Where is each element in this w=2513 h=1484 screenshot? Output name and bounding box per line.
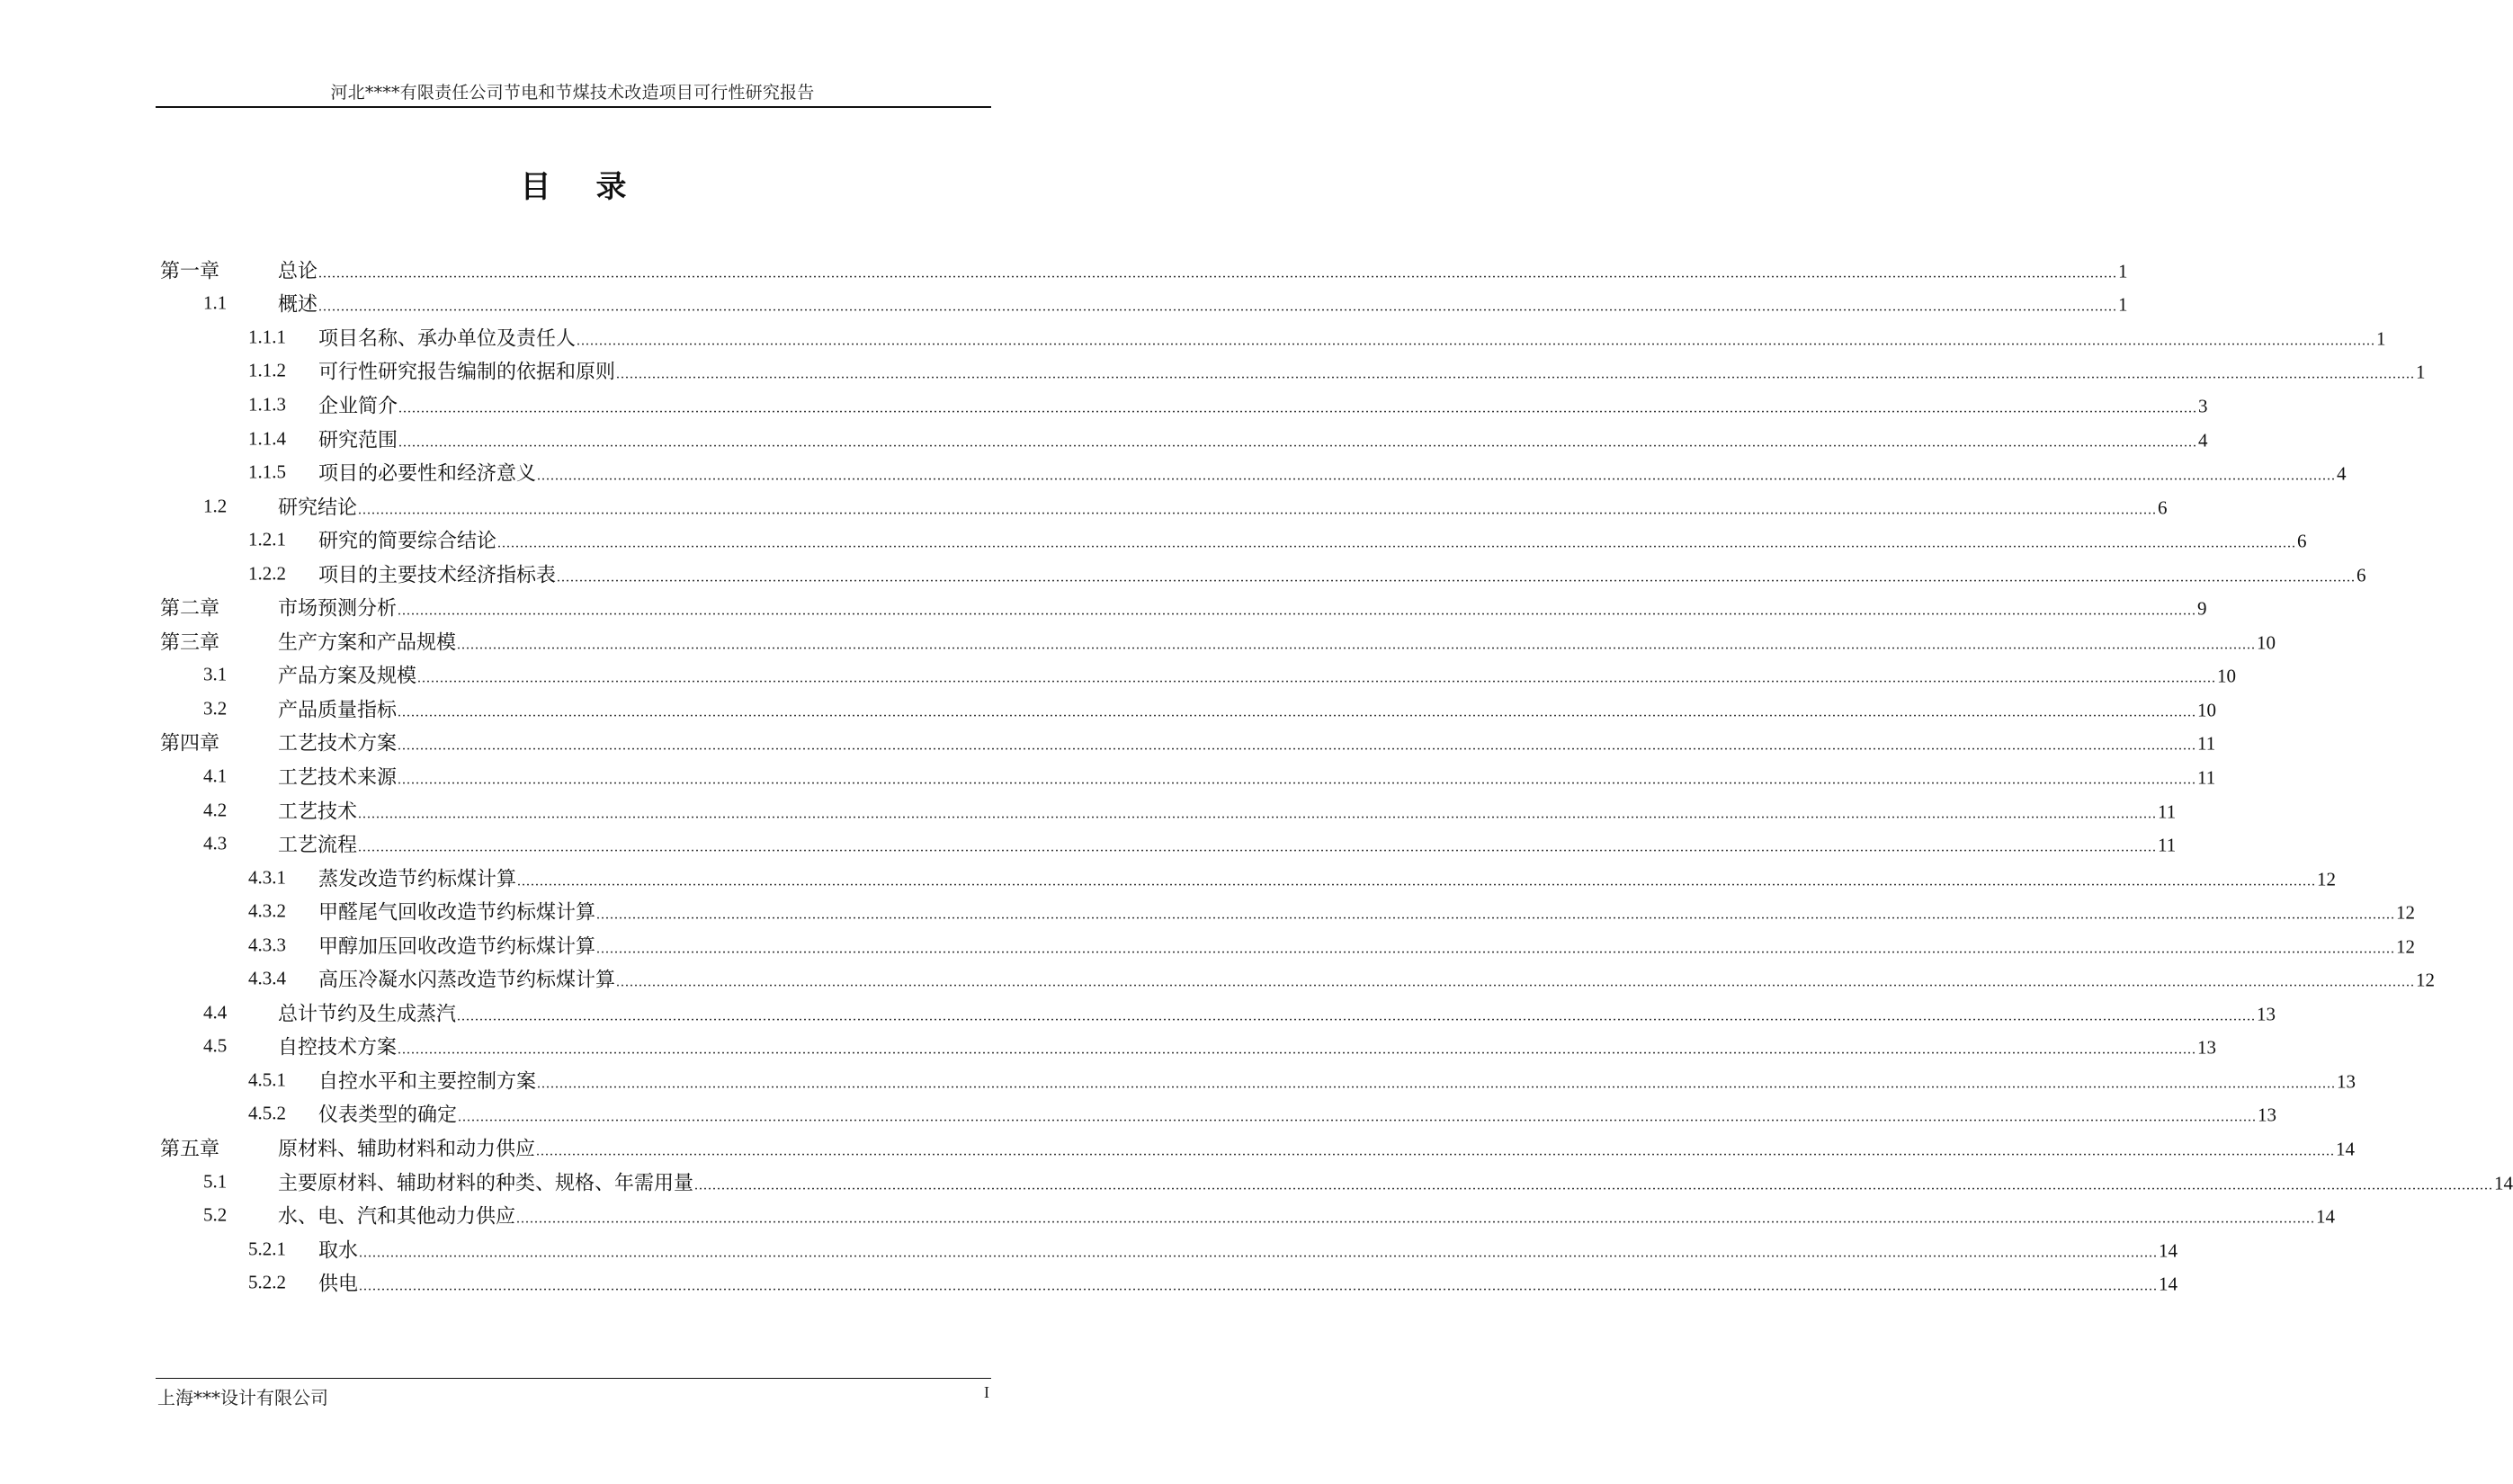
toc-entry-page: 6: [2297, 530, 2307, 552]
toc-entry-page: 13: [2197, 1036, 2217, 1059]
toc-entry-number: 1.1.1: [248, 326, 286, 348]
toc-entry-label: 研究范围: [318, 429, 398, 451]
toc-entry-page: 11: [2197, 766, 2216, 789]
toc-leader-dots: ................................................................................................................................................................................................................................................................................................................................................................................................................: [537, 468, 2337, 484]
toc-entry-line: [318, 1066, 2356, 1094]
toc-entry-label: 工艺技术: [278, 800, 358, 824]
toc-entry[interactable]: [160, 287, 2128, 321]
toc-leader-dots: ................................................................................................................................................................................................................................................................................................................................................................................................................: [358, 839, 2158, 855]
toc-entry-number: 4.2: [203, 799, 228, 821]
toc-entry-page: 12: [2396, 901, 2416, 924]
toc-entry-label: 工艺技术来源: [278, 766, 398, 790]
toc-entry-label: 可行性研究报告编制的依据和原则: [318, 361, 616, 384]
toc-leader-dots: ................................................................................................................................................................................................................................................................................................................................................................................................................: [318, 299, 2118, 315]
toc-entry[interactable]: [160, 1265, 2178, 1300]
toc-entry-page: 4: [2337, 462, 2347, 485]
toc-entry-number: 3.1: [203, 663, 228, 685]
toc-leader-dots: ................................................................................................................................................................................................................................................................................................................................................................................................................: [398, 603, 2197, 619]
toc-entry-label: 产品质量指标: [278, 699, 398, 722]
toc-leader-dots: ................................................................................................................................................................................................................................................................................................................................................................................................................: [596, 941, 2396, 957]
toc-leader-dots: ................................................................................................................................................................................................................................................................................................................................................................................................................: [616, 974, 2416, 990]
toc-entry-line: [278, 830, 2177, 858]
toc-entry-page: 4: [2198, 429, 2208, 451]
toc-entry[interactable]: [160, 928, 2416, 962]
toc-leader-dots: ................................................................................................................................................................................................................................................................................................................................................................................................................: [318, 265, 2118, 282]
toc-entry-number: 3.2: [203, 697, 228, 720]
toc-entry-line: [318, 898, 2416, 925]
toc-leader-dots: ................................................................................................................................................................................................................................................................................................................................................................................................................: [536, 1143, 2336, 1159]
toc-entry-page: 14: [2336, 1138, 2356, 1160]
toc-entry-number: 1.2.2: [248, 562, 286, 585]
toc-entry-number: 第一章: [160, 260, 220, 283]
toc-entry-label: 企业简介: [318, 395, 398, 418]
toc-entry[interactable]: [160, 894, 2416, 928]
toc-entry-line: [318, 459, 2347, 487]
footer-company: 上海***设计有限公司: [157, 1387, 328, 1408]
toc-leader-dots: ................................................................................................................................................................................................................................................................................................................................................................................................................: [577, 333, 2376, 349]
toc-entry-label: 甲醇加压回收改造节约标煤计算: [318, 935, 596, 959]
toc-entry-number: 1.1.5: [248, 460, 286, 483]
toc-entry-number: 第四章: [160, 732, 220, 755]
toc-entry[interactable]: [160, 1097, 2277, 1131]
toc-entry-line: [278, 1167, 2513, 1195]
toc-entry-label: 项目名称、承办单位及责任人: [318, 327, 577, 351]
toc-entry-page: 6: [2356, 564, 2366, 586]
toc-entry[interactable]: [160, 590, 2207, 624]
toc-entry-label: 研究结论: [278, 496, 358, 520]
toc-entry-line: [318, 863, 2337, 891]
toc-entry-line: [318, 559, 2366, 587]
toc-leader-dots: ................................................................................................................................................................................................................................................................................................................................................................................................................: [398, 434, 2198, 450]
toc-entry-number: 1.1: [203, 291, 228, 314]
toc-entry-label: 概述: [278, 293, 318, 317]
toc-entry-label: 仪表类型的确定: [318, 1104, 458, 1127]
toc-leader-dots: ................................................................................................................................................................................................................................................................................................................................................................................................................: [497, 535, 2297, 551]
toc-leader-dots: ................................................................................................................................................................................................................................................................................................................................................................................................................: [398, 738, 2197, 754]
toc-entry[interactable]: [160, 320, 2386, 354]
toc-entry-page: 10: [2197, 699, 2217, 721]
toc-entry-number: 1.1.3: [248, 393, 286, 416]
toc-entry-number: 4.3.3: [248, 934, 286, 956]
toc-leader-dots: ................................................................................................................................................................................................................................................................................................................................................................................................................: [457, 637, 2257, 653]
toc-entry[interactable]: [160, 455, 2347, 489]
toc-entry[interactable]: [160, 692, 2217, 726]
toc-entry-label: 原材料、辅助材料和动力供应: [278, 1138, 536, 1161]
toc-entry[interactable]: [160, 354, 2426, 389]
toc-leader-dots: ................................................................................................................................................................................................................................................................................................................................................................................................................: [358, 806, 2158, 822]
header-divider: [156, 106, 991, 108]
toc-entry-line: [278, 1033, 2217, 1060]
toc-entry-line: [278, 627, 2276, 655]
toc-leader-dots: ................................................................................................................................................................................................................................................................................................................................................................................................................: [616, 366, 2416, 382]
toc-entry-line: [318, 1100, 2277, 1128]
footer-page-number: I: [984, 1383, 989, 1401]
toc-entry-number: 4.3.2: [248, 899, 286, 922]
toc-entry-line: [318, 965, 2436, 993]
toc-entry-page: 1: [2416, 361, 2426, 383]
toc-entry-page: 10: [2217, 665, 2237, 687]
toc-entry-label: 工艺流程: [278, 834, 358, 857]
toc-entry[interactable]: [160, 1232, 2178, 1266]
toc-entry-label: 生产方案和产品规模: [278, 631, 457, 655]
toc-entry-line: [318, 931, 2416, 959]
toc-entry-label: 工艺技术方案: [278, 732, 398, 755]
footer-divider: [156, 1378, 991, 1379]
toc-entry-line: [278, 1133, 2356, 1161]
toc-entry-line: [278, 729, 2216, 756]
toc-entry-page: 13: [2337, 1070, 2356, 1093]
toc-entry[interactable]: [160, 861, 2337, 895]
toc-entry-line: [278, 255, 2128, 283]
toc-entry-label: 总计节约及生成蒸汽: [278, 1003, 457, 1026]
toc-leader-dots: ................................................................................................................................................................................................................................................................................................................................................................................................................: [358, 502, 2158, 518]
toc-entry-label: 蒸发改造节约标煤计算: [318, 868, 517, 891]
toc-leader-dots: ................................................................................................................................................................................................................................................................................................................................................................................................................: [537, 1076, 2337, 1092]
toc-entry[interactable]: [160, 658, 2237, 693]
toc-entry-page: 13: [2257, 1003, 2276, 1025]
toc-entry-label: 高压冷凝水闪蒸改造节约标煤计算: [318, 969, 616, 992]
toc-entry-line: [318, 1269, 2178, 1297]
toc-leader-dots: ................................................................................................................................................................................................................................................................................................................................................................................................................: [398, 704, 2197, 720]
toc-entry-number: 4.1: [203, 764, 228, 787]
toc-entry-line: [278, 1202, 2336, 1229]
toc-entry-label: 甲醛尾气回收改造节约标煤计算: [318, 901, 596, 925]
toc-entry-page: 6: [2158, 496, 2168, 519]
toc-entry[interactable]: [160, 1131, 2356, 1165]
toc-entry-line: [318, 526, 2307, 554]
toc-entry-page: 14: [2159, 1239, 2178, 1262]
toc-leader-dots: ................................................................................................................................................................................................................................................................................................................................................................................................................: [398, 400, 2198, 416]
toc-entry-page: 12: [2317, 868, 2337, 890]
toc-entry-line: [278, 492, 2168, 520]
toc-entry-number: 4.5: [203, 1034, 228, 1057]
toc-entry[interactable]: [160, 253, 2128, 287]
toc-entry-page: 14: [2494, 1172, 2513, 1194]
toc-entry-page: 1: [2376, 327, 2386, 350]
toc-entry-line: [278, 694, 2217, 722]
toc-entry-label: 产品方案及规模: [278, 665, 417, 688]
toc-entry-line: [318, 323, 2386, 351]
toc-entry-label: 主要原材料、辅助材料的种类、规格、年需用量: [278, 1172, 694, 1195]
toc-entry-page: 14: [2316, 1205, 2336, 1228]
toc-entry-label: 取水: [318, 1239, 359, 1263]
toc-entry-number: 4.4: [203, 1001, 228, 1024]
toc-entry[interactable]: [160, 827, 2177, 861]
toc-entry[interactable]: [160, 1198, 2336, 1232]
toc-entry-number: 1.2: [203, 495, 228, 517]
toc-entry-page: 14: [2159, 1273, 2178, 1295]
toc-entry[interactable]: [160, 759, 2216, 793]
toc-entry-label: 项目的主要技术经济指标表: [318, 564, 557, 587]
toc-entry-line: [278, 998, 2276, 1026]
toc-entry-page: 11: [2158, 800, 2177, 823]
toc-entry-label: 水、电、汽和其他动力供应: [278, 1205, 516, 1229]
toc-entry[interactable]: [160, 726, 2216, 760]
toc-entry-line: [318, 1235, 2178, 1263]
toc-leader-dots: ................................................................................................................................................................................................................................................................................................................................................................................................................: [516, 1211, 2316, 1227]
toc-entry-label: 市场预测分析: [278, 597, 398, 621]
toc-entry-number: 5.2.1: [248, 1238, 286, 1260]
toc-entry-page: 12: [2396, 935, 2416, 958]
toc-entry-line: [278, 290, 2128, 317]
toc-entry-page: 9: [2197, 597, 2207, 620]
toc-leader-dots: ................................................................................................................................................................................................................................................................................................................................................................................................................: [458, 1109, 2258, 1125]
toc-entry-number: 4.3: [203, 832, 228, 854]
table-of-contents: [160, 253, 2513, 1300]
toc-entry[interactable]: [160, 1063, 2356, 1097]
toc-entry-number: 5.1: [203, 1170, 228, 1193]
toc-entry-line: [318, 357, 2426, 385]
toc-leader-dots: ................................................................................................................................................................................................................................................................................................................................................................................................................: [517, 873, 2317, 890]
toc-entry[interactable]: [160, 961, 2436, 996]
toc-entry-label: 总论: [278, 260, 318, 283]
toc-leader-dots: ................................................................................................................................................................................................................................................................................................................................................................................................................: [359, 1245, 2159, 1261]
toc-entry-number: 4.3.1: [248, 866, 286, 889]
toc-entry[interactable]: [160, 1030, 2217, 1064]
toc-entry-line: [278, 661, 2237, 689]
toc-leader-dots: ................................................................................................................................................................................................................................................................................................................................................................................................................: [457, 1008, 2257, 1024]
toc-title: 目录: [520, 169, 672, 205]
toc-entry-line: [278, 796, 2177, 824]
toc-entry-label: 供电: [318, 1273, 359, 1296]
toc-entry[interactable]: [160, 624, 2276, 658]
toc-entry-line: [278, 594, 2207, 621]
toc-entry-number: 第三章: [160, 631, 220, 655]
toc-entry-page: 11: [2197, 732, 2216, 755]
toc-entry-number: 1.1.4: [248, 427, 286, 449]
toc-leader-dots: ................................................................................................................................................................................................................................................................................................................................................................................................................: [694, 1177, 2494, 1193]
toc-entry-page: 11: [2158, 834, 2177, 856]
toc-entry-line: [278, 762, 2216, 790]
toc-entry-page: 13: [2258, 1104, 2277, 1126]
toc-entry-number: 第五章: [160, 1138, 220, 1161]
toc-leader-dots: ................................................................................................................................................................................................................................................................................................................................................................................................................: [359, 1278, 2159, 1294]
toc-entry-label: 项目的必要性和经济意义: [318, 462, 537, 486]
toc-entry-number: 4.5.1: [248, 1068, 286, 1091]
toc-entry-page: 10: [2257, 631, 2276, 654]
toc-leader-dots: ................................................................................................................................................................................................................................................................................................................................................................................................................: [417, 670, 2217, 686]
toc-leader-dots: ................................................................................................................................................................................................................................................................................................................................................................................................................: [557, 569, 2356, 586]
toc-entry-page: 1: [2118, 260, 2128, 282]
toc-leader-dots: ................................................................................................................................................................................................................................................................................................................................................................................................................: [398, 1041, 2197, 1058]
toc-entry[interactable]: [160, 996, 2276, 1030]
toc-entry-label: 自控水平和主要控制方案: [318, 1070, 537, 1094]
toc-entry-page: 3: [2198, 395, 2208, 417]
toc-entry[interactable]: [160, 523, 2307, 557]
toc-entry-label: 自控技术方案: [278, 1036, 398, 1059]
toc-entry-page: 12: [2416, 969, 2436, 991]
toc-entry-page: 1: [2118, 293, 2128, 316]
toc-entry-number: 4.3.4: [248, 967, 286, 989]
toc-entry[interactable]: [160, 1165, 2513, 1199]
toc-entry-number: 第二章: [160, 597, 220, 621]
toc-entry-number: 5.2.2: [248, 1271, 286, 1293]
toc-entry[interactable]: [160, 557, 2366, 591]
toc-entry-number: 5.2: [203, 1203, 228, 1226]
toc-entry-line: [318, 425, 2208, 452]
toc-leader-dots: ................................................................................................................................................................................................................................................................................................................................................................................................................: [596, 907, 2396, 923]
toc-entry[interactable]: [160, 793, 2177, 827]
toc-entry-number: 1.2.1: [248, 528, 286, 550]
toc-entry-number: 4.5.2: [248, 1102, 286, 1124]
toc-entry-number: 1.1.2: [248, 359, 286, 381]
toc-leader-dots: ................................................................................................................................................................................................................................................................................................................................................................................................................: [398, 772, 2197, 788]
toc-entry-label: 研究的简要综合结论: [318, 530, 497, 553]
toc-entry[interactable]: [160, 422, 2208, 456]
document-header: 河北****有限责任公司节电和节煤技术改造项目可行性研究报告: [330, 83, 815, 103]
toc-entry[interactable]: [160, 489, 2168, 523]
toc-entry-line: [318, 390, 2208, 418]
toc-entry[interactable]: [160, 388, 2208, 422]
